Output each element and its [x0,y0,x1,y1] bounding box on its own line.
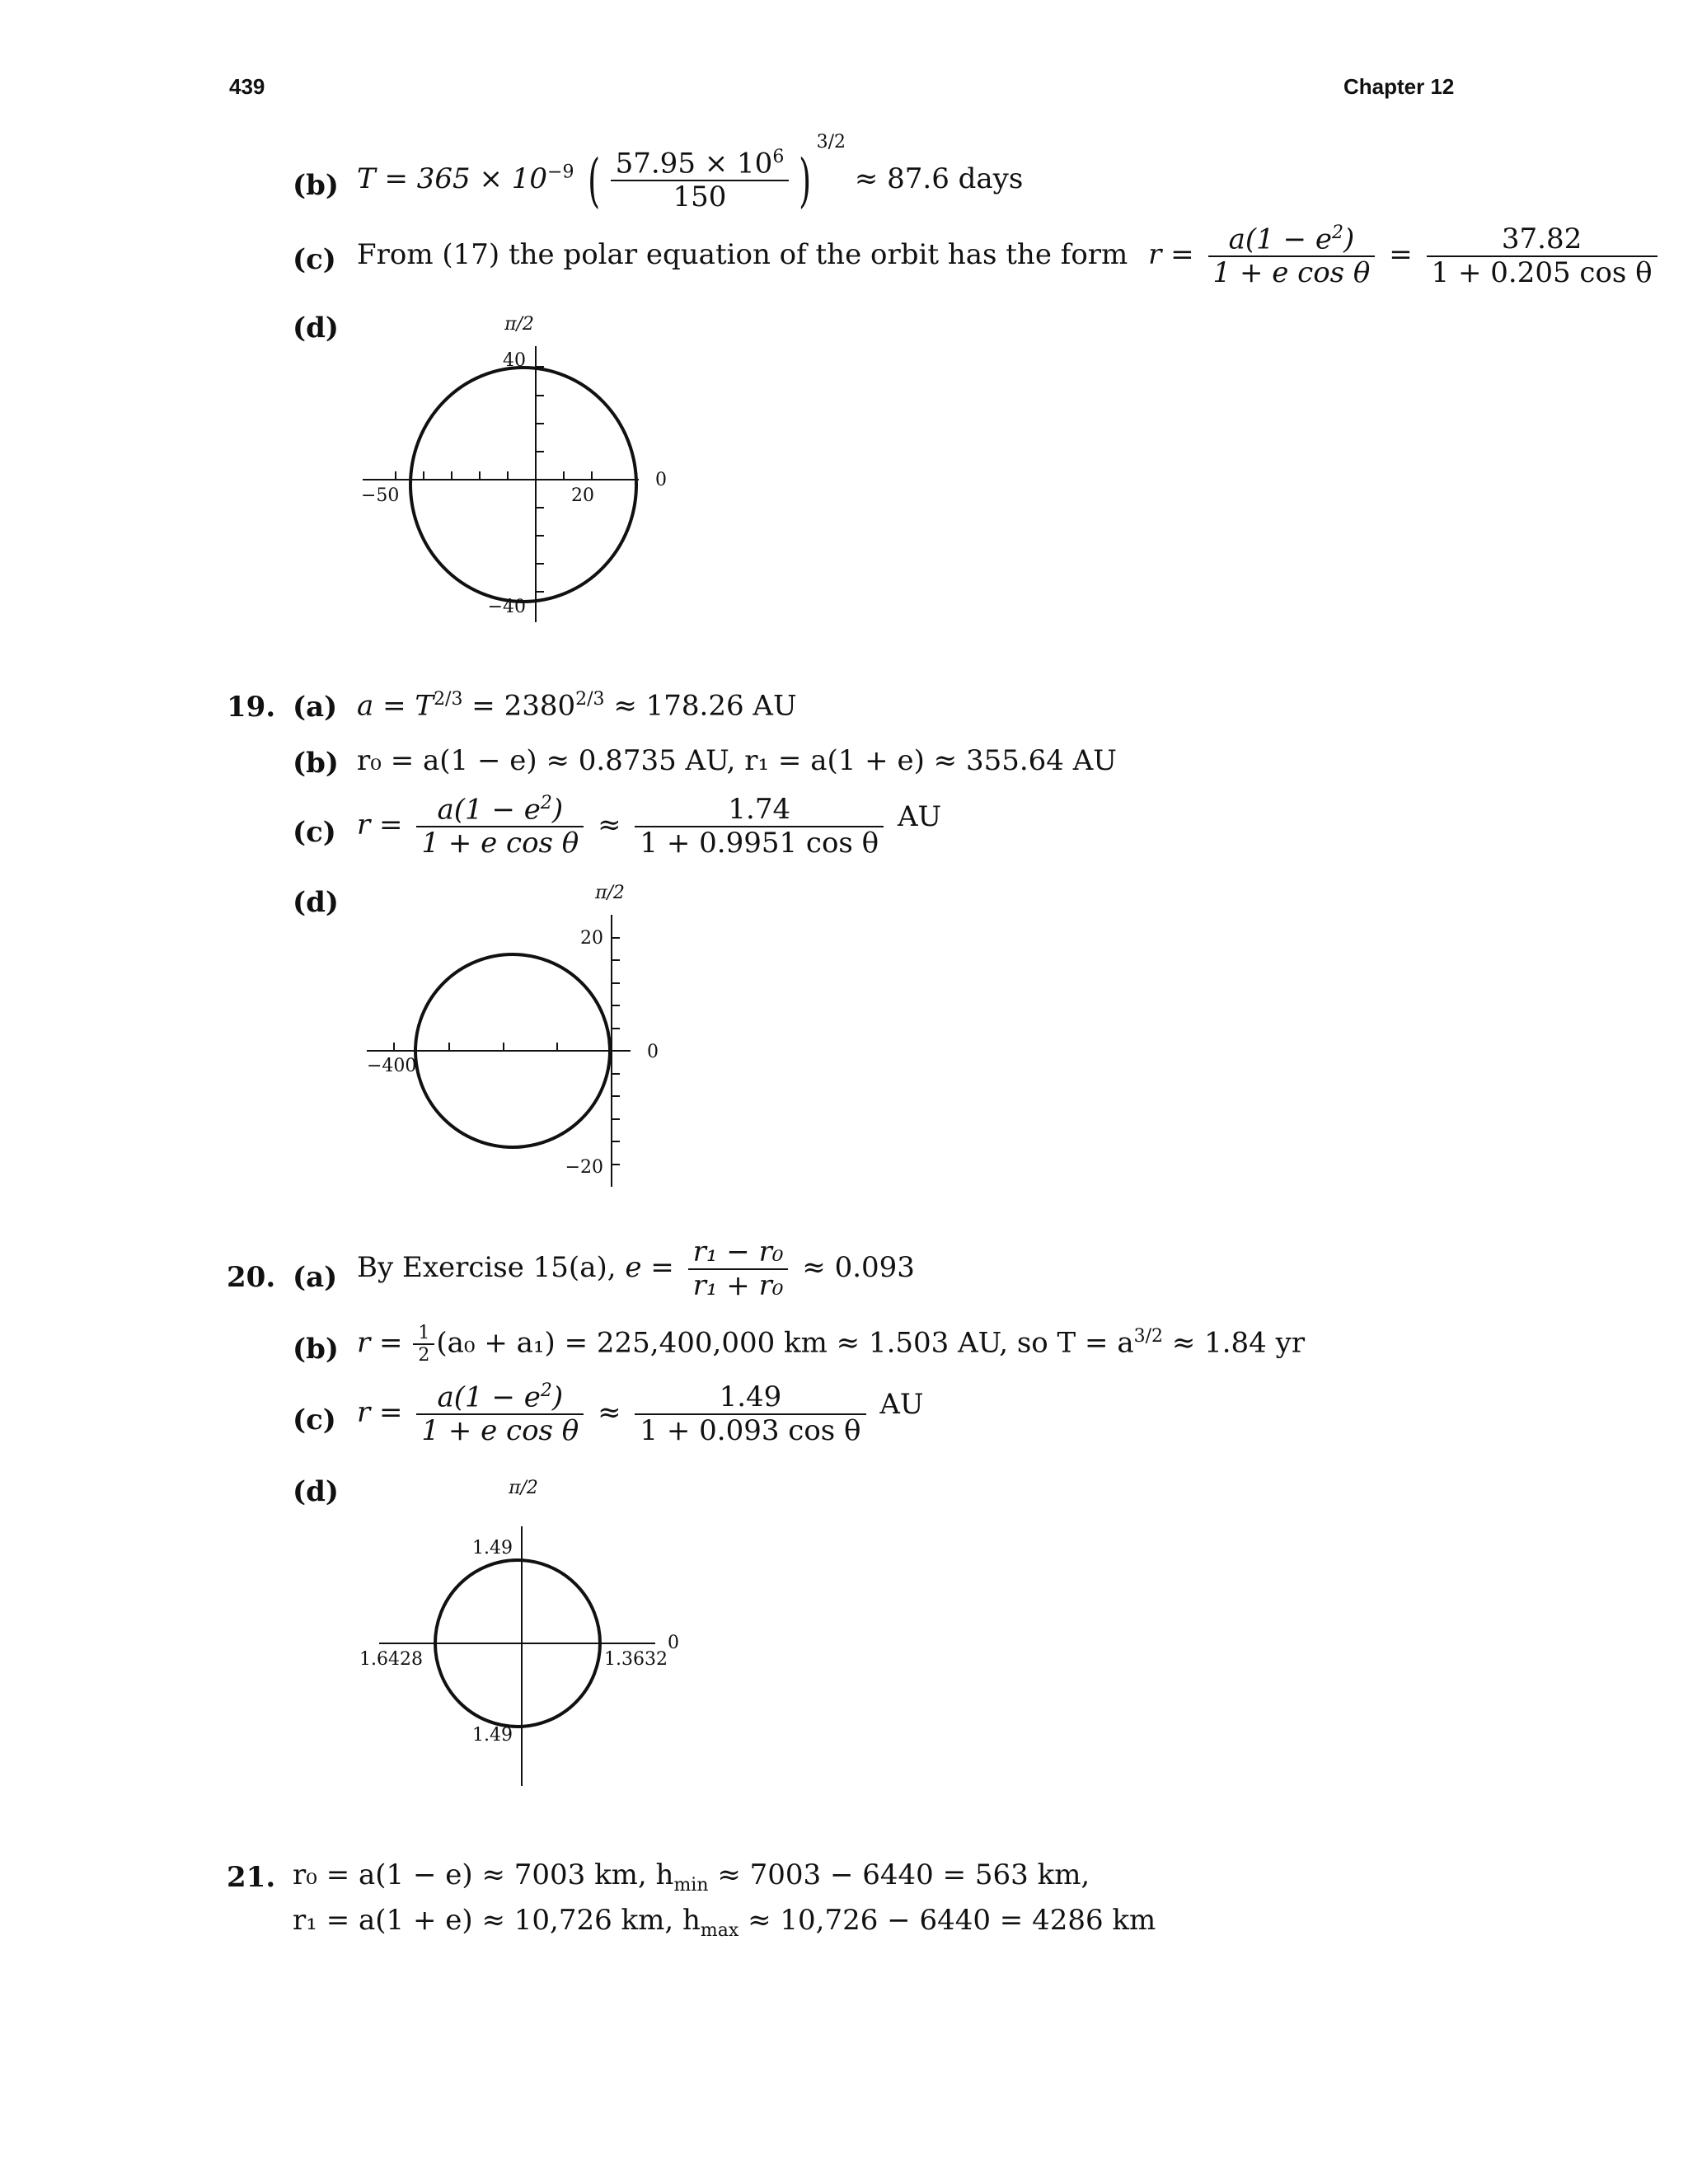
exercise-number: 19. [227,691,276,724]
zero-label: 0 [647,1042,659,1062]
angle-label: π/2 [509,1478,538,1498]
y-bottom-label: −40 [487,597,526,617]
exercise-number: 20. [227,1261,276,1294]
part-label: (c) [293,816,336,849]
exercise-number: 21. [227,1861,276,1894]
orbit-graph-19 [346,878,692,1199]
altitude-min: r₀ = a(1 − e) ≈ 7003 km, $h_{min} \approx 7003 - 6440 = 563$ km, [293,1858,1090,1896]
angle-label: π/2 [504,314,534,335]
zero-label: 0 [655,470,667,490]
part-label: (d) [293,1475,339,1508]
x-left-label: −400 [367,1056,417,1076]
orbit-ellipse [410,368,636,602]
y-bottom-label: 1.49 [472,1725,513,1746]
part-label: (a) [293,691,338,724]
part-label: (c) [293,243,336,276]
orbit-equation: r = $\frac{a(1 - e^2)}{\text{1 + e cos θ}}$ ≈ $\frac{1.49}{\text{1 + 0.093 cos θ}}$ AU [357,1380,924,1448]
x-right-label: 1.3632 [604,1649,668,1670]
altitude-max: r₁ = a(1 + e) ≈ 10,726 km, $h_{max} \approx 10,726 - 6440 = 4286$ km [293,1904,1156,1941]
part-label: (b) [293,747,339,780]
chapter-title: Chapter 12 [1343,74,1455,99]
y-top-label: 1.49 [472,1538,513,1558]
eccentricity: By Exercise 15(a), e = $\frac{\text{r₁ − r₀}}{\text{r₁ + r₀}}$ ≈ 0.093 [357,1235,915,1303]
page-number: 439 [229,74,265,99]
part-label: (b) [293,169,339,202]
perihelion-aphelion: r₀ = a(1 − e) ≈ 0.8735 AU, r₁ = a(1 + e) ≈ 355.64 AU [357,744,1117,777]
period-equation: $T = 365 \times 10^{-9}$ ( $\frac{57.95 \times 10^6}{150}$ )$^{3/2}$ ≈ 87.6 days [357,132,1024,214]
period-fraction: $\frac{57.95 \times 10^6}{150}$ [611,147,790,214]
angle-label: π/2 [595,883,625,903]
orbit-equation: r = $\frac{a(1 - e^2)}{\text{1 + e cos θ}}$ ≈ $\frac{1.74}{\text{1 + 0.9951 cos θ}}$ AU [357,792,942,860]
x-left-label: −50 [361,485,400,506]
orbit-graph-20 [346,1469,692,1798]
orbit-equation: From (17) the polar equation of the orbit has the form r = $\frac{a(1 - e^2)}{\text{1 + e cos θ}}$ = $\frac{37.82}{\text{1 + 0.205 cos θ}}$ [357,223,1662,290]
part-label: (a) [293,1261,338,1294]
x-left-label: 1.6428 [359,1649,423,1670]
part-label: (b) [293,1333,339,1366]
zero-label: 0 [668,1633,679,1653]
orbit-graph-top [346,305,692,635]
part-label: (d) [293,886,339,919]
x-ticks [396,471,592,480]
y-top-label: 40 [503,350,526,371]
period-result: r = $\frac{1}{2}$ (a₀ + a₁) = 225,400,000 km ≈ 1.503 AU, so $T = a^{3/2} \approx 1.84$ yr [357,1323,1306,1366]
part-label: (d) [293,312,339,344]
y-bottom-label: −20 [565,1157,603,1178]
semi-major-axis: $a = T^{2/3} = 2380^{2/3} \approx 178.26$ AU [357,689,797,723]
part-label: (c) [293,1404,336,1436]
x-right-label: 20 [571,485,594,506]
y-top-label: 20 [580,928,603,949]
x-ticks [394,1043,557,1051]
